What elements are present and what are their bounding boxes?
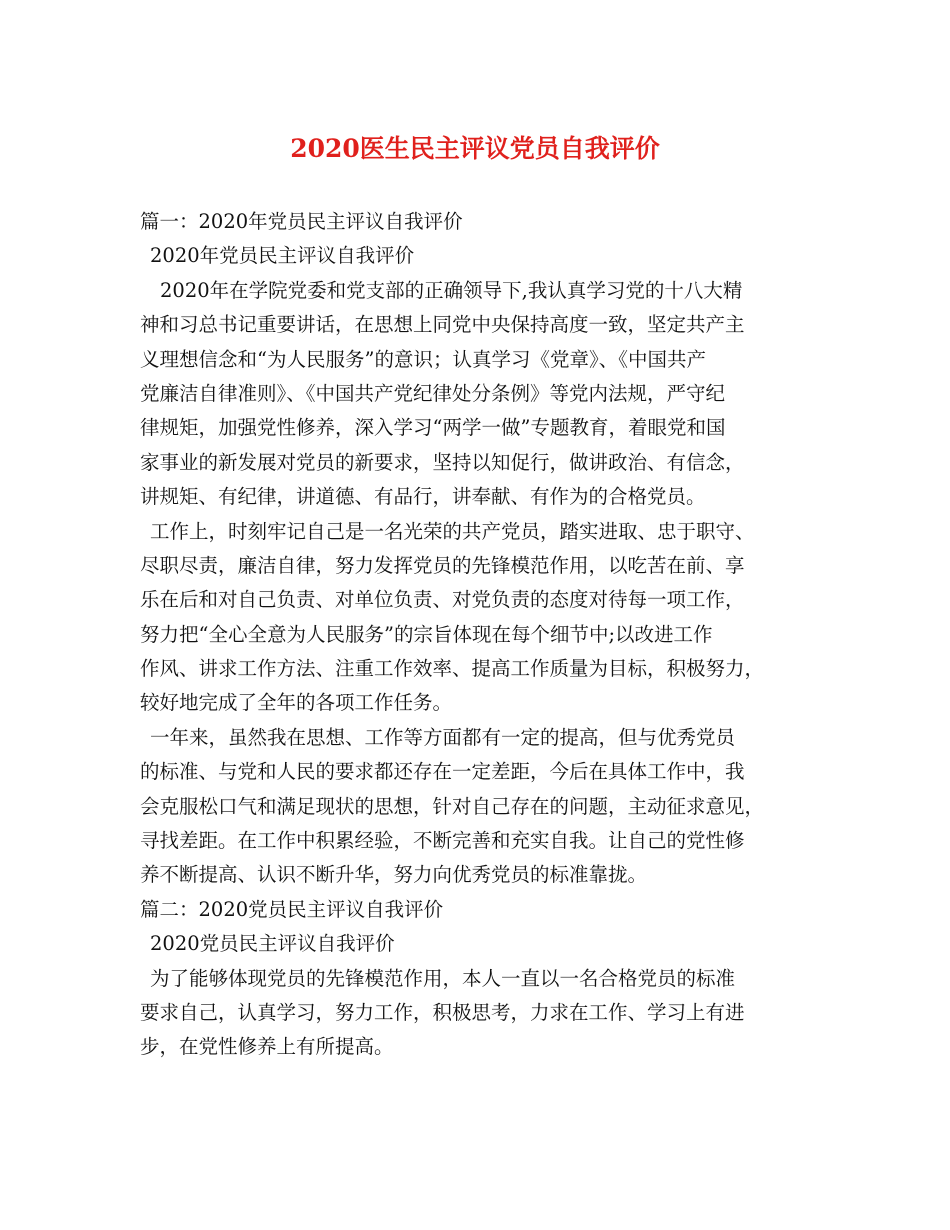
- body-line: 乐在后和对自己负责、对单位负责、对党负责的态度对待每一项工作，: [140, 588, 745, 612]
- body-line: 篇二：2020党员民主评议自我评价: [140, 897, 444, 921]
- body-line: 步，在党性修养上有所提高。: [140, 1035, 394, 1059]
- body-line: 2020党员民主评议自我评价: [150, 932, 395, 956]
- body-line: 养不断提高、认识不断升华，努力向优秀党员的标准靠拢。: [140, 863, 648, 887]
- body-line: 会克服松口气和满足现状的思想，针对自己存在的问题，主动征求意见，: [140, 794, 765, 818]
- body-line: 义理想信念和“为人民服务”的意识；认真学习《党章》、《中国共产: [140, 347, 706, 371]
- body-line: 的标准、与党和人民的要求都还存在一定差距，今后在具体工作中，我: [140, 760, 745, 784]
- body-line: 努力把“全心全意为人民服务”的宗旨体现在每个细节中;以改进工作: [140, 622, 713, 646]
- body-line: 律规矩，加强党性修养，深入学习“两学一做”专题教育，着眼党和国: [140, 416, 726, 440]
- body-line: 作风、讲求工作方法、注重工作效率、提高工作质量为目标，积极努力，: [140, 657, 765, 681]
- document-title: 2020医生民主评议党员自我评价: [290, 134, 660, 163]
- body-line: 要求自己，认真学习，努力工作，积极思考，力求在工作、学习上有进: [140, 1000, 745, 1024]
- body-line: 家事业的新发展对党员的新要求，坚持以知促行，做讲政治、有信念，: [140, 450, 745, 474]
- body-line: 篇一：2020年党员民主评议自我评价: [140, 210, 463, 233]
- body-line: 尽职尽责，廉洁自律，努力发挥党员的先锋模范作用，以吃苦在前、享: [140, 553, 745, 577]
- body-line: 神和习总书记重要讲话，在思想上同党中央保持高度一致，坚定共产主: [140, 313, 745, 337]
- body-line: 较好地完成了全年的各项工作任务。: [140, 691, 453, 715]
- body-line: 为了能够体现党员的先锋模范作用，本人一直以一名合格党员的标准: [150, 966, 736, 990]
- body-line: 党廉洁自律准则》、《中国共产党纪律处分条例》等党内法规，严守纪: [140, 381, 726, 405]
- body-line: 一年来，虽然我在思想、工作等方面都有一定的提高，但与优秀党员: [150, 725, 736, 749]
- body-line: 寻找差距。在工作中积累经验，不断完善和充实自我。让自己的党性修: [140, 829, 745, 853]
- body-line: 2020年在学院党委和党支部的正确领导下,我认真学习党的十八大精: [160, 278, 743, 302]
- body-line: 2020年党员民主评议自我评价: [150, 244, 415, 268]
- document-body: [140, 205, 830, 1065]
- body-line: 讲规矩、有纪律，讲道德、有品行，讲奉献、有作为的合格党员。: [140, 485, 706, 509]
- body-line: 工作上，时刻牢记自己是一名光荣的共产党员，踏实进取、忠于职守、: [150, 519, 755, 543]
